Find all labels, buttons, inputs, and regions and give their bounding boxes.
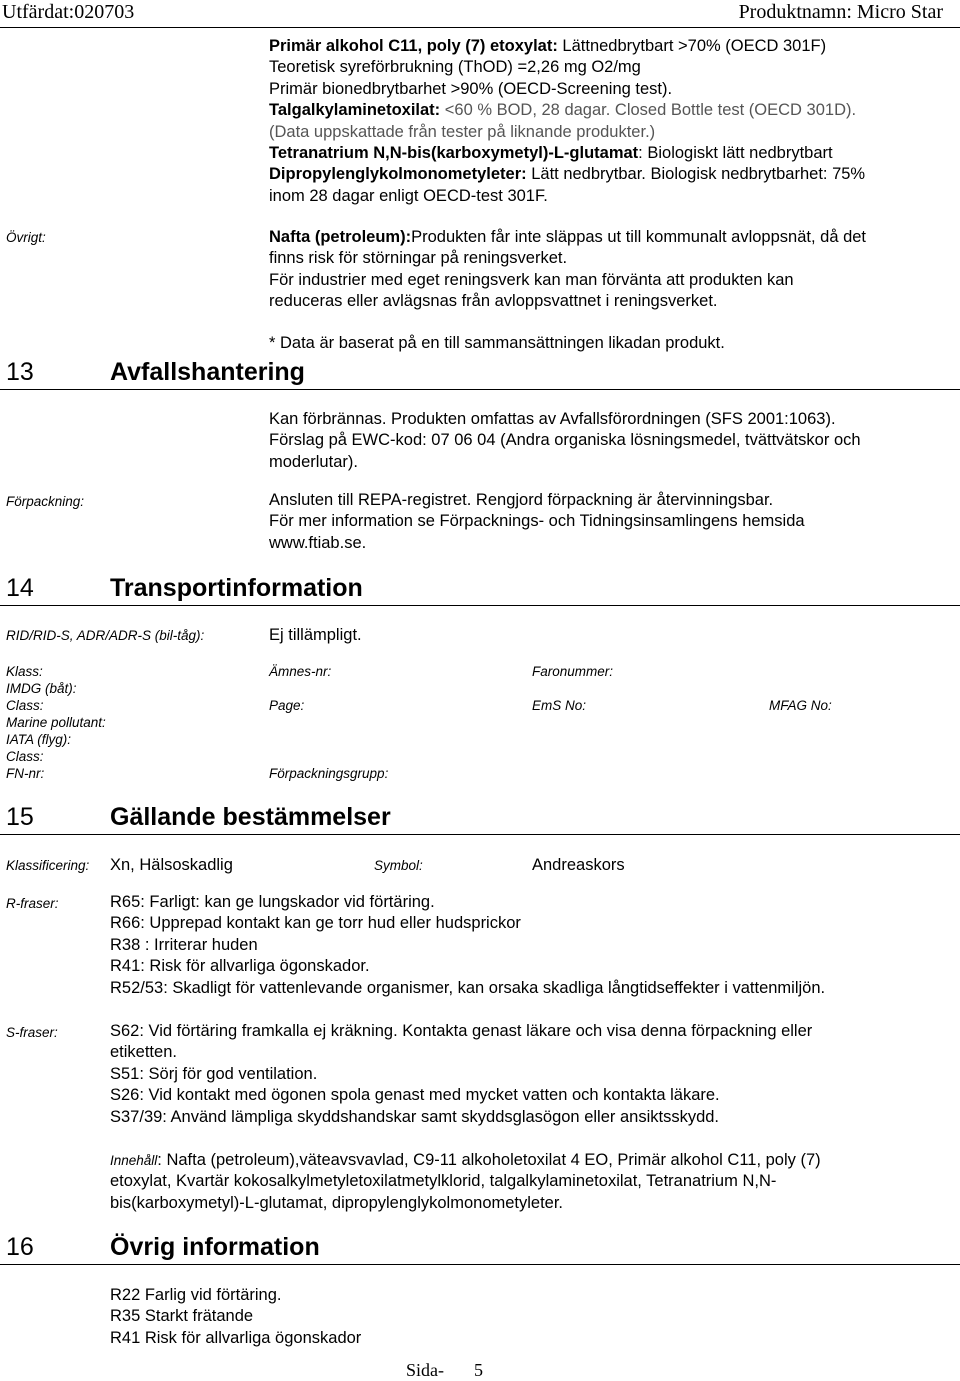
section-14-rule xyxy=(0,605,960,606)
mfag-label: MFAG No: xyxy=(769,698,832,713)
r-phrase: R65: Farligt: kan ge lungskador vid förtäring. xyxy=(110,893,435,911)
forpackning-text xyxy=(269,490,959,554)
eco-l7: Lätt nedbrytbar. Biologisk nedbrytbarhet: 75% xyxy=(526,165,866,184)
eco-l6: : Biologiskt lätt nedbrytbart xyxy=(638,144,833,163)
ovrigt-l4: reduceras eller avlägsnas från avloppsvattnet i reningsverket. xyxy=(269,292,718,311)
r-phrase: R66: Upprepad kontakt kan ge torr hud eller hudsprickor xyxy=(110,914,521,933)
section-14-heading xyxy=(6,573,363,603)
eco-l3: Primär bionedbrytbarhet >90% (OECD-Screening test). xyxy=(269,79,673,98)
rid-value: Ej tillämpligt. xyxy=(269,626,362,644)
section-16-number: 16 xyxy=(6,1233,34,1261)
innehall-label: Innehåll xyxy=(110,1153,158,1168)
section-14-title: Transportinformation xyxy=(110,574,363,602)
s-phrase: S51: Sörj för god ventilation. xyxy=(110,1064,318,1083)
ovrigt-l1: Produkten får inte släppas ut till kommunalt avloppsnät, då det xyxy=(411,228,867,246)
r-fraser-list xyxy=(110,892,959,999)
page-label: Page: xyxy=(269,698,305,713)
s13-l3: moderlutar). xyxy=(269,452,358,471)
footer-page-number: 5 xyxy=(474,1360,483,1380)
ovrigt-label: Övrigt: xyxy=(6,230,46,245)
iata-label: IATA (flyg): xyxy=(6,732,72,747)
s16-line: R22 Farlig vid förtäring. xyxy=(110,1286,282,1304)
klassificering-label: Klassificering: xyxy=(6,858,90,873)
ovrigt-l1-bold: Nafta (petroleum): xyxy=(269,228,412,246)
r-phrase: R38 : Irriterar huden xyxy=(110,935,258,954)
r-fraser-label: R-fraser: xyxy=(6,896,59,911)
eco-text xyxy=(269,36,959,207)
section-15-rule xyxy=(0,834,960,835)
s-phrase: S37/39: Använd lämpliga skyddshandskar samt skyddsglasögon eller ansiktsskydd. xyxy=(110,1107,720,1126)
section-16-heading xyxy=(6,1232,320,1262)
section-13-title: Avfallshantering xyxy=(110,358,305,386)
s16-list xyxy=(110,1285,959,1349)
section-13-heading xyxy=(6,357,305,387)
innehall-l1: : Nafta (petroleum),väteavsvavlad, C9-11 alkoholetoxilat 4 EO, Primär alkohol C11, poly (7) xyxy=(157,1151,821,1169)
section-16-title: Övrig information xyxy=(110,1233,320,1261)
eco-l6-bold: Tetranatrium N,N-bis(karboxymetyl)-L-glutamat xyxy=(269,144,639,163)
header-product: Produktnamn: Micro Star xyxy=(738,1,943,23)
eco-l2: Teoretisk syreförbrukning (ThOD) =2,26 mg O2/mg xyxy=(269,58,641,77)
section-13-number: 13 xyxy=(6,358,34,386)
faronummer-label: Faronummer: xyxy=(532,664,614,679)
s-phrase: etiketten. xyxy=(110,1043,177,1062)
symbol-value: Andreaskors xyxy=(532,856,625,874)
forp-l1: Ansluten till REPA-registret. Rengjord förpackning är återvinningsbar. xyxy=(269,491,774,509)
ovrigt-note: * Data är baserat på en till sammansättningen likadan produkt. xyxy=(269,334,725,352)
header-issued: Utfärdat:020703 xyxy=(2,1,135,23)
eco-l1: Lättnedbrytbart >70% (OECD 301F) xyxy=(557,37,827,55)
eco-l5: (Data uppskattade från tester på liknande produkter.) xyxy=(269,122,656,141)
s-fraser-label: S-fraser: xyxy=(6,1025,58,1040)
s16-line: R35 Starkt frätande xyxy=(110,1307,254,1326)
eco-l1-bold: Primär alkohol C11, poly (7) etoxylat: xyxy=(269,37,558,55)
ovrigt-text xyxy=(269,227,959,313)
innehall-l3: bis(karboxymetyl)-L-glutamat, dipropylenglykolmonometyleter. xyxy=(110,1193,564,1212)
eco-l4-bold: Talgalkylaminetoxilat: xyxy=(269,101,441,120)
ovrigt-l2: finns risk för störningar på reningsverket. xyxy=(269,249,568,268)
forpackning-label: Förpackning: xyxy=(6,494,85,509)
s13-l2: Förslag på EWC-kod: 07 06 04 (Andra organiska lösningsmedel, tvättvätskor och xyxy=(269,431,861,450)
r-phrase: R52/53: Skadligt för vattenlevande organismer, kan orsaka skadliga långtidseffekter i vattenmiljön. xyxy=(110,978,826,997)
marine-label: Marine pollutant: xyxy=(6,715,106,730)
ovrigt-l3: För industrier med eget reningsverk kan man förvänta att produkten kan xyxy=(269,270,794,289)
section-15-number: 15 xyxy=(6,803,34,831)
class-label-1: Class: xyxy=(6,698,44,713)
s-phrase: S26: Vid kontakt med ögonen spola genast med mycket vatten och kontakta läkare. xyxy=(110,1086,720,1105)
eco-l8: inom 28 dagar enligt OECD-test 301F. xyxy=(269,186,548,205)
forp-l3: www.ftiab.se. xyxy=(269,533,367,552)
s13-l1: Kan förbrännas. Produkten omfattas av Avfallsförordningen (SFS 2001:1063). xyxy=(269,410,836,428)
innehall-block xyxy=(110,1150,959,1214)
klass-label: Klass: xyxy=(6,664,43,679)
section-15-heading xyxy=(6,802,391,832)
rid-label: RID/RID-S, ADR/ADR-S (bil-tåg): xyxy=(6,628,205,643)
ems-label: EmS No: xyxy=(532,698,587,713)
fn-label: FN-nr: xyxy=(6,766,45,781)
s-phrase: S62: Vid förtäring framkalla ej kräkning. Kontakta genast läkare och visa denna förpackning eller xyxy=(110,1022,813,1040)
klassificering-value: Xn, Hälsoskadlig xyxy=(110,856,233,874)
amnes-label: Ämnes-nr: xyxy=(269,664,332,679)
symbol-label: Symbol: xyxy=(374,858,423,873)
section-14-number: 14 xyxy=(6,574,34,602)
forp-l2: För mer information se Förpacknings- och Tidningsinsamlingens hemsida xyxy=(269,512,805,531)
section-15-title: Gällande bestämmelser xyxy=(110,803,391,831)
header-rule xyxy=(0,27,960,28)
imdg-label: IMDG (båt): xyxy=(6,681,77,696)
footer-page-label: Sida- xyxy=(406,1360,444,1380)
eco-l4: <60 % BOD, 28 dagar. Closed Bottle test (OECD 301D). xyxy=(440,101,857,120)
s13-text xyxy=(269,409,959,473)
innehall-l2: etoxylat, Kvartär kokosalkylmetyletoxilatmetylklorid, talgalkylaminetoxilat, Tetranatrium N,N- xyxy=(110,1172,777,1191)
eco-l7-bold: Dipropylenglykolmonometyleter: xyxy=(269,165,527,184)
r-phrase: R41: Risk för allvarliga ögonskador. xyxy=(110,957,370,976)
section-16-rule xyxy=(0,1264,960,1265)
forpackningsgrupp-label: Förpackningsgrupp: xyxy=(269,766,389,781)
s-fraser-list xyxy=(110,1021,959,1128)
class-label-2: Class: xyxy=(6,749,44,764)
s16-line: R41 Risk för allvarliga ögonskador xyxy=(110,1328,362,1347)
section-13-rule xyxy=(0,389,960,390)
